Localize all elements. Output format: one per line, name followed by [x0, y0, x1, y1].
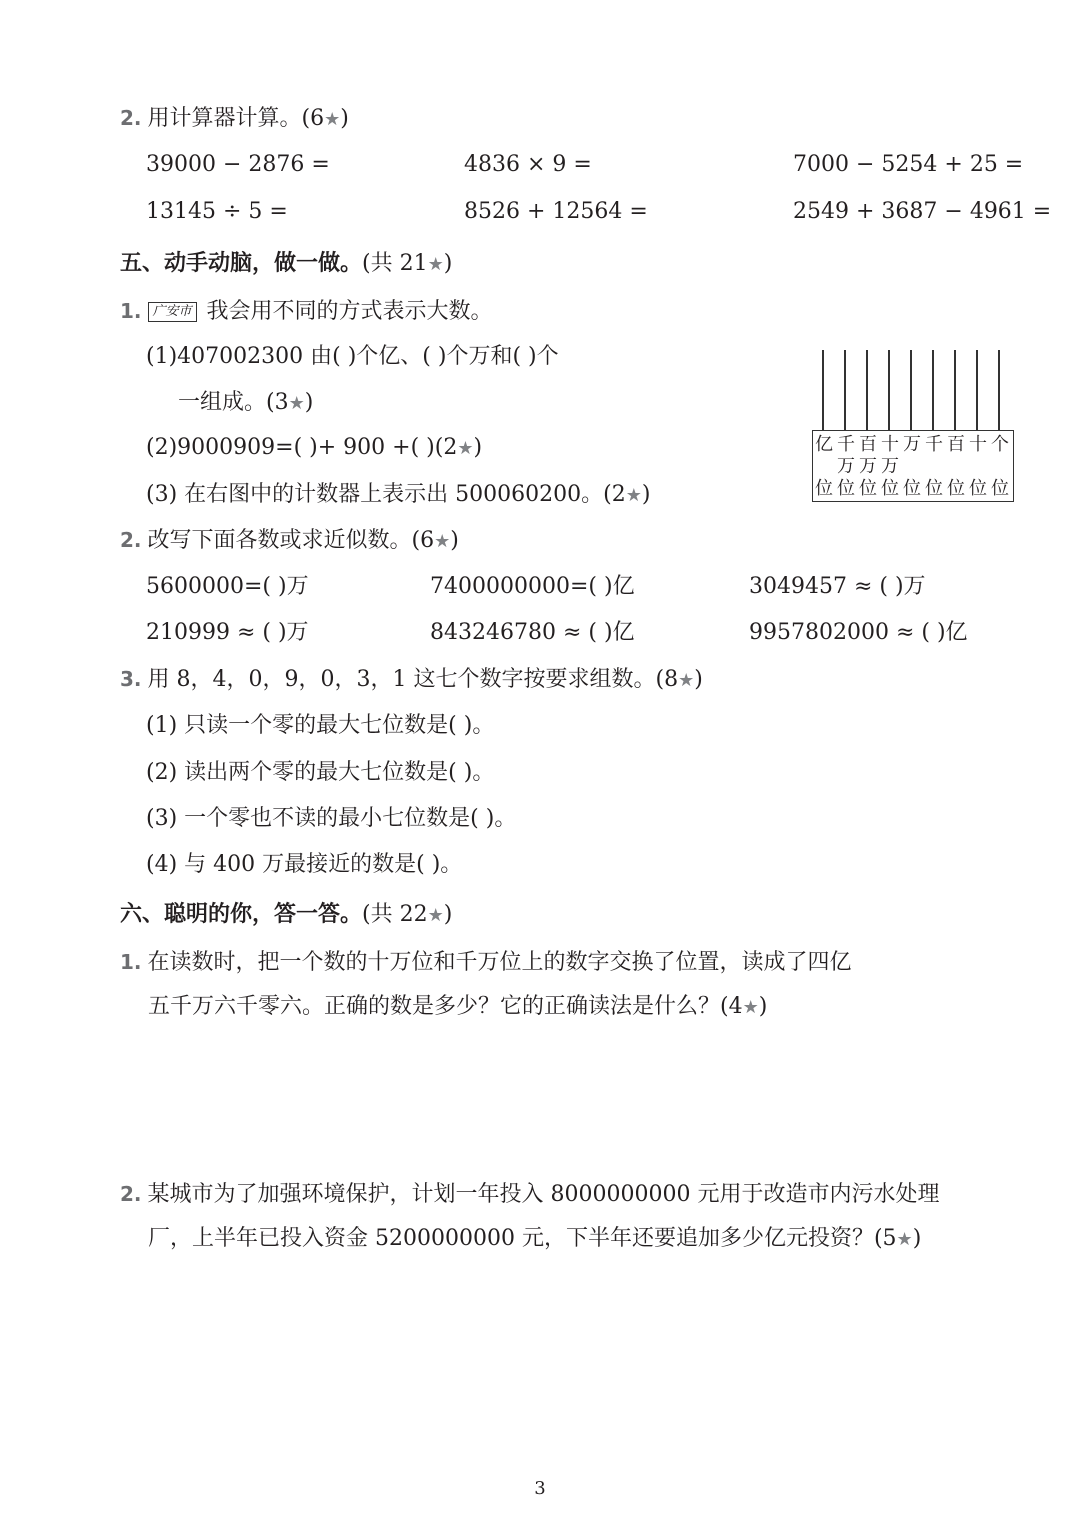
- star-icon: ★: [742, 997, 759, 1018]
- section-title: 六、聪明的你，答一答。: [120, 902, 363, 927]
- question-5-3-item: (3) 一个零也不读的最小七位数是( )。: [146, 806, 517, 831]
- rewrite-item: 3049457 ≈ ( )万: [749, 574, 926, 599]
- question-5-3-item: (4) 与 400 万最接近的数是( )。: [146, 852, 463, 877]
- place-label: 十 位: [969, 434, 987, 499]
- question-5-1-part1-cont: 一组成。(3★): [178, 390, 314, 415]
- question-6-1-cont: 五千万六千零六。正确的数是多少？它的正确读法是什么？(4★): [148, 994, 768, 1019]
- question-text: 用计算器计算。(6: [147, 106, 325, 131]
- question-6-1: [120, 947, 852, 978]
- rewrite-item: 7400000000=( )亿: [430, 574, 635, 599]
- question-5-1: [120, 296, 493, 327]
- rewrite-item: 9957802000 ≈ ( )亿: [749, 620, 968, 645]
- star-icon: ★: [427, 905, 444, 926]
- calc-item: 2549 + 3687 − 4961 =: [793, 199, 1052, 224]
- calc-item: 13145 ÷ 5 =: [146, 199, 288, 224]
- page-number: 3: [534, 1478, 546, 1499]
- place-label: 亿 位: [815, 434, 833, 499]
- place-label: 百 万 位: [859, 434, 877, 499]
- abacus-rod: [976, 350, 978, 430]
- section-5-heading: 五、动手动脑，做一做。(共 21★): [120, 251, 453, 276]
- question-text: 我会用不同的方式表示大数。: [206, 299, 493, 324]
- section-title: 五、动手动脑，做一做。: [120, 251, 363, 276]
- abacus-rod: [932, 350, 934, 430]
- abacus-rod: [998, 350, 1000, 430]
- star-icon: ★: [434, 531, 451, 552]
- region-tag: 广安市: [148, 302, 197, 322]
- rewrite-item: 5600000=( )万: [146, 574, 309, 599]
- question-text: 用 8，4，0，9，0，3，1 这七个数字按要求组数。(8: [147, 667, 679, 692]
- star-icon: ★: [625, 485, 642, 506]
- question-5-3-item: (1) 只读一个零的最大七位数是( )。: [146, 713, 495, 738]
- section-6-heading: 六、聪明的你，答一答。(共 22★): [120, 902, 453, 927]
- question-number: 2.: [120, 1182, 142, 1206]
- abacus-rod: [954, 350, 956, 430]
- section-points: (共 22: [362, 902, 428, 927]
- calc-item: 4836 × 9 =: [464, 152, 592, 177]
- abacus-rod: [822, 350, 824, 430]
- question-number: 1.: [120, 299, 142, 323]
- abacus-rod: [866, 350, 868, 430]
- calc-item: 7000 − 5254 + 25 =: [793, 152, 1024, 177]
- question-5-3-item: (2) 读出两个零的最大七位数是( )。: [146, 760, 495, 785]
- question-text: 改写下面各数或求近似数。(6: [147, 528, 435, 553]
- question-5-1-part3: (3) 在右图中的计数器上表示出 500060200。(2★): [146, 482, 651, 507]
- star-icon: ★: [427, 254, 444, 275]
- star-icon: ★: [457, 438, 474, 459]
- place-label: 个 位: [991, 434, 1009, 499]
- question-number: 2.: [120, 106, 142, 130]
- question-number: 2.: [120, 528, 142, 552]
- place-label: 十 万 位: [881, 434, 899, 499]
- star-icon: ★: [678, 670, 695, 691]
- section-points: (共 21: [362, 251, 428, 276]
- star-icon: ★: [288, 393, 305, 414]
- question-5-1-part1: (1)407002300 由( )个亿、( )个万和( )个: [146, 344, 559, 369]
- place-label: 千 万 位: [837, 434, 855, 499]
- question-6-2: [120, 1179, 939, 1210]
- place-value-labels: [812, 430, 1014, 502]
- place-label: 百 位: [947, 434, 965, 499]
- abacus-rod: [844, 350, 846, 430]
- calc-item: 8526 + 12564 =: [464, 199, 648, 224]
- abacus-rod: [888, 350, 890, 430]
- question-5-1-part2: (2)9000909=( )+ 900 +( )(2★): [146, 435, 483, 460]
- rewrite-item: 843246780 ≈ ( )亿: [430, 620, 635, 645]
- rewrite-item: 210999 ≈ ( )万: [146, 620, 309, 645]
- question-number: 1.: [120, 950, 142, 974]
- abacus-counter: [812, 350, 1016, 504]
- place-label: 万 位: [903, 434, 921, 499]
- question-4-2: 2. 用计算器计算。(6★): [120, 106, 349, 131]
- place-label: 千 位: [925, 434, 943, 499]
- question-5-2: 2. 改写下面各数或求近似数。(6★): [120, 528, 459, 553]
- abacus-rod: [910, 350, 912, 430]
- question-text: 某城市为了加强环境保护，计划一年投入 8000000000 元用于改造市内污水处理: [147, 1182, 940, 1207]
- question-number: 3.: [120, 667, 142, 691]
- question-6-2-cont: 厂，上半年已投入资金 5200000000 元，下半年还要追加多少亿元投资？(5★): [148, 1226, 922, 1251]
- star-icon: ★: [324, 109, 341, 130]
- question-text: 在读数时，把一个数的十万位和千万位上的数字交换了位置，读成了四亿: [147, 950, 852, 975]
- calc-item: 39000 − 2876 =: [146, 152, 330, 177]
- question-5-3: 3. 用 8，4，0，9，0，3，1 这七个数字按要求组数。(8★): [120, 667, 703, 692]
- star-icon: ★: [896, 1229, 913, 1250]
